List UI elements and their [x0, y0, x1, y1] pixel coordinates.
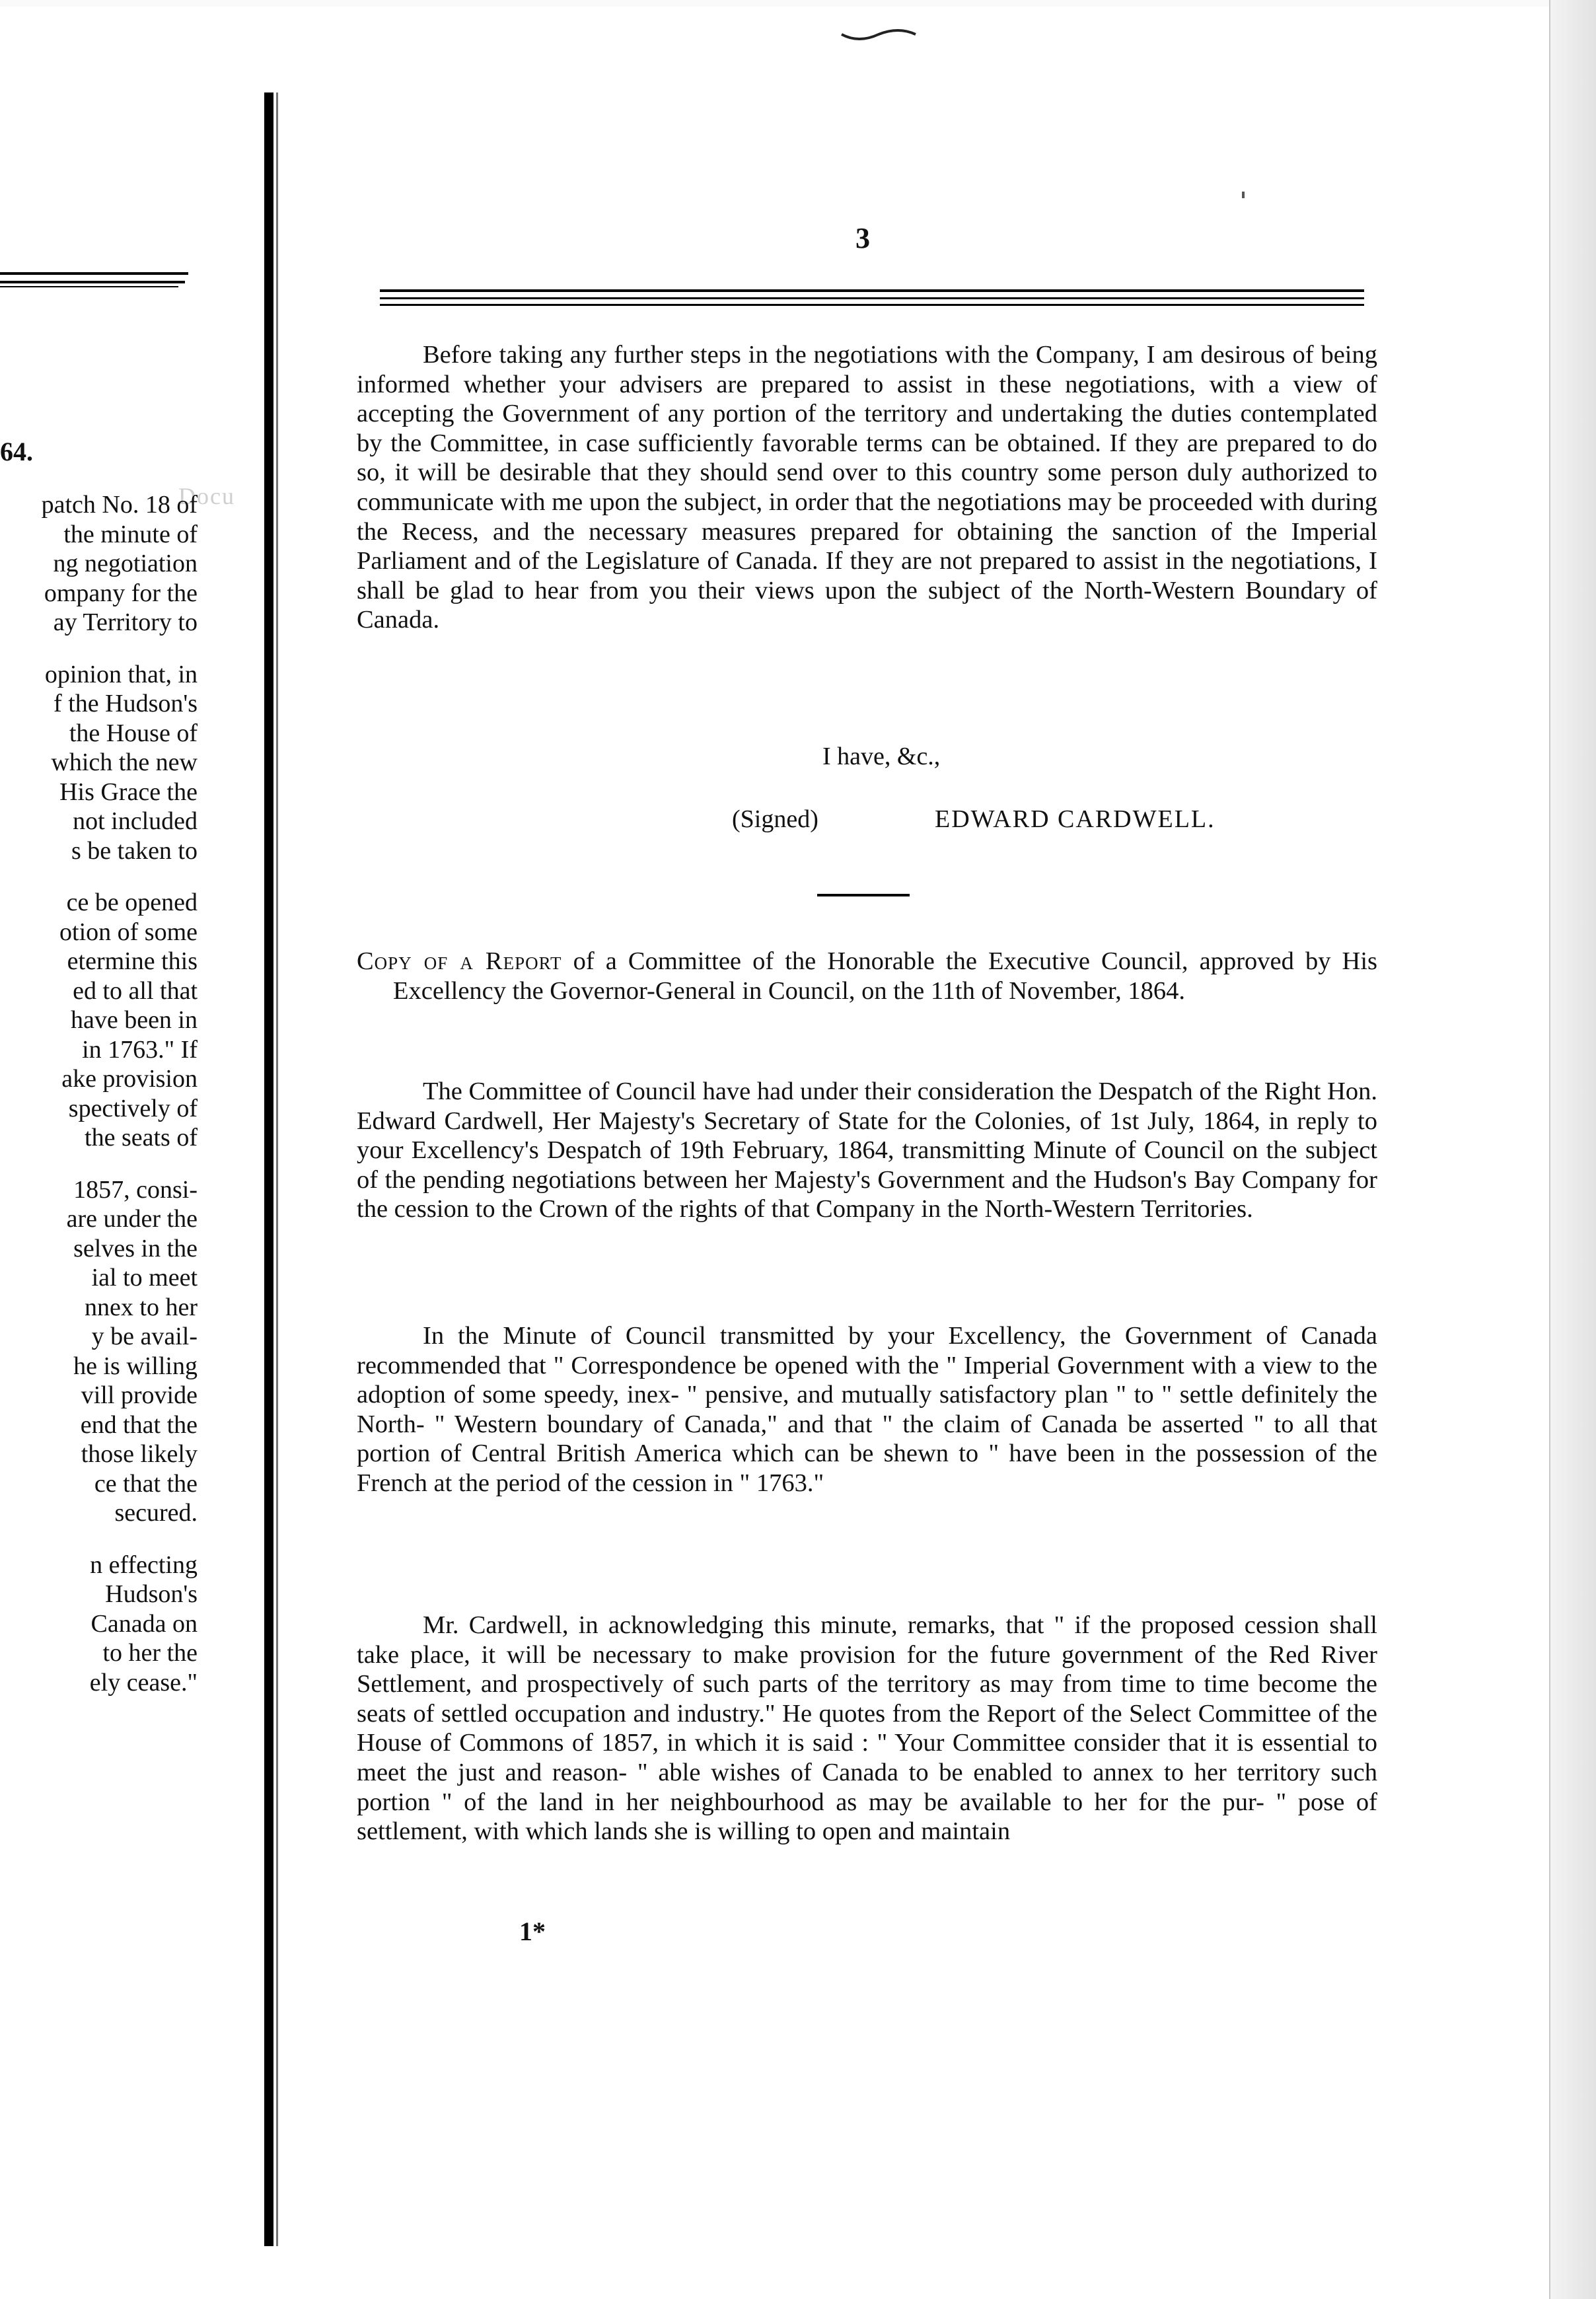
left-page-line: which the new	[51, 748, 198, 776]
left-page-line: secured.	[114, 1499, 198, 1527]
report-paragraph: Mr. Cardwell, in acknowledging this minute, remarks, that " if the proposed cession shall take place, it will be necessary to make provision for the future government of the Red River Settlement, and prospectively of such parts of the territory as may from time to time become the seats of settled occupation and industry." He quotes from the Report of the Select Committee of the House of Commons of 1857, in which it is said : " Your Committee consider that it is essential to meet the just and reason- " able wishes of Canada to be enabled to annex to her territory such portion " of the land in her neighbourhood as may be available to her for the pur- " pose of settlement, with which lands she is willing to open and maintain	[357, 1611, 1377, 1846]
left-page-line: the House of	[69, 719, 198, 747]
report-heading-text: of a Committee of the Honorable the Executive Council, approved by His Excellency the Governor-General in Council, on the 11th of November, 1864.	[393, 947, 1378, 1005]
left-page-line: he is willing	[73, 1352, 198, 1380]
left-page-line: n effecting	[90, 1551, 198, 1579]
left-page-line: Canada on	[91, 1609, 198, 1638]
left-page-line: ake provision	[61, 1065, 198, 1093]
signer-name: EDWARD CARDWELL.	[935, 805, 1215, 833]
scan-margin	[0, 0, 1596, 7]
left-page-line: vill provide	[81, 1381, 198, 1409]
left-page-rule	[0, 286, 178, 287]
left-page-line: ce be opened	[66, 889, 198, 916]
left-page-line: ial to meet	[91, 1264, 198, 1292]
left-page-line: otion of some	[59, 918, 198, 946]
section-separator	[817, 894, 910, 896]
left-page-rule	[0, 272, 188, 275]
left-page-line: those likely	[81, 1440, 198, 1468]
left-page-line: ay Territory to	[53, 608, 198, 636]
left-page-faded-heading: Docu	[178, 483, 235, 509]
report-heading-lead: Copy of a Report	[357, 947, 562, 975]
letter-paragraph: Before taking any further steps in the negotiations with the Company, I am desirous of being informed whether your advisers are prepared to assist in these negotiations, with a view of accepting the Government of any portion of the territory and undertaking the duties contemplated by the Committee, in case sufficiently favorable terms can be obtained. If they are prepared to do so, it will be desirable that they should send over to this country some person duly authorized to communicate with me upon the subject, in order that the negotiations may be proceeded with during the Recess, and the necessary measures prepared for obtaining the sanction of the Imperial Parliament and of the Legislature of Canada. If they are not prepared to assist in the negotiations, I shall be glad to hear from you their views upon the subject of the North-Western Boundary of Canada.	[357, 341, 1377, 634]
left-page-line: ely cease."	[89, 1668, 198, 1697]
signed-label: (Signed)	[732, 805, 818, 833]
left-page-line: His Grace the	[59, 778, 198, 806]
left-page-line: are under the	[66, 1205, 198, 1233]
left-page-line: have been in	[70, 1006, 198, 1034]
header-rule	[380, 289, 1364, 292]
left-page-line: in 1763." If	[82, 1035, 198, 1064]
left-page-line: patch No. 18 of	[41, 491, 198, 519]
page-gutter	[264, 92, 273, 2246]
left-page-line: s be taken to	[71, 836, 198, 865]
left-page-line: the seats of	[85, 1124, 198, 1151]
report-paragraph: The Committee of Council have had under their consideration the Despatch of the Right Hon. Edward Cardwell, Her Majesty's Secretary of State for the Colonies, of 1st July, 1864, in reply to your Excellency's Despatch of 19th February, 1864, transmitting Minute of Council on the subject of the pending negotiations between her Majesty's Government and the Hudson's Bay Company for the cession to the Crown of the rights of that Company in the North-Western Territories.	[357, 1077, 1377, 1223]
left-page-line: the minute of	[63, 520, 198, 548]
left-page-line: ed to all that	[73, 976, 198, 1005]
printer-signature-mark: 1*	[519, 1916, 546, 1946]
header-rule	[380, 297, 1364, 299]
left-page-rule	[0, 281, 185, 283]
left-page-line: spectively of	[68, 1094, 198, 1122]
left-page-line: ompany for the	[44, 579, 198, 607]
left-page-line: f the Hudson's	[54, 690, 198, 717]
speck	[1242, 192, 1245, 198]
left-page-line: to her the	[102, 1639, 198, 1667]
left-page-line: selves in the	[73, 1234, 198, 1262]
left-page-line: etermine this	[67, 947, 198, 975]
left-page-line: 1857, consi-	[73, 1175, 198, 1204]
report-paragraph: In the Minute of Council transmitted by your Excellency, the Government of Canada recommended that " Correspondence be opened with the " Imperial Government with a view to the adoption of some speedy, inex- " pensive, and mutually satisfactory plan " to " settle definitely the North- " Western boundary of Canada," and that " the claim of Canada be asserted " to all that portion of Central British America which can be shewn to " have been in the possession of the French at the period of the cession in " 1763."	[357, 1322, 1377, 1497]
left-page-line: opinion that, in	[44, 660, 198, 688]
report-heading	[357, 947, 1377, 1005]
left-page-line: ng negotiation	[53, 550, 198, 577]
letter-closing: I have, &c.,	[822, 743, 941, 770]
page-edge-line	[1549, 0, 1550, 2299]
page-number: 3	[855, 222, 870, 254]
printer-ornament-icon	[839, 24, 918, 44]
page-edge-shadow	[1549, 0, 1596, 2299]
left-page-line: ce that the	[94, 1469, 198, 1498]
header-rule	[380, 304, 1364, 306]
page-gutter-shadow	[276, 92, 278, 2246]
left-page-line: Hudson's	[105, 1580, 198, 1608]
left-page-heading: 64.	[0, 437, 33, 466]
left-page-line: not included	[73, 807, 198, 835]
left-page-line: nnex to her	[85, 1293, 198, 1321]
left-page-line: y be avail-	[91, 1323, 198, 1350]
left-page-line: end that the	[80, 1410, 198, 1439]
left-facing-page	[0, 86, 261, 2286]
